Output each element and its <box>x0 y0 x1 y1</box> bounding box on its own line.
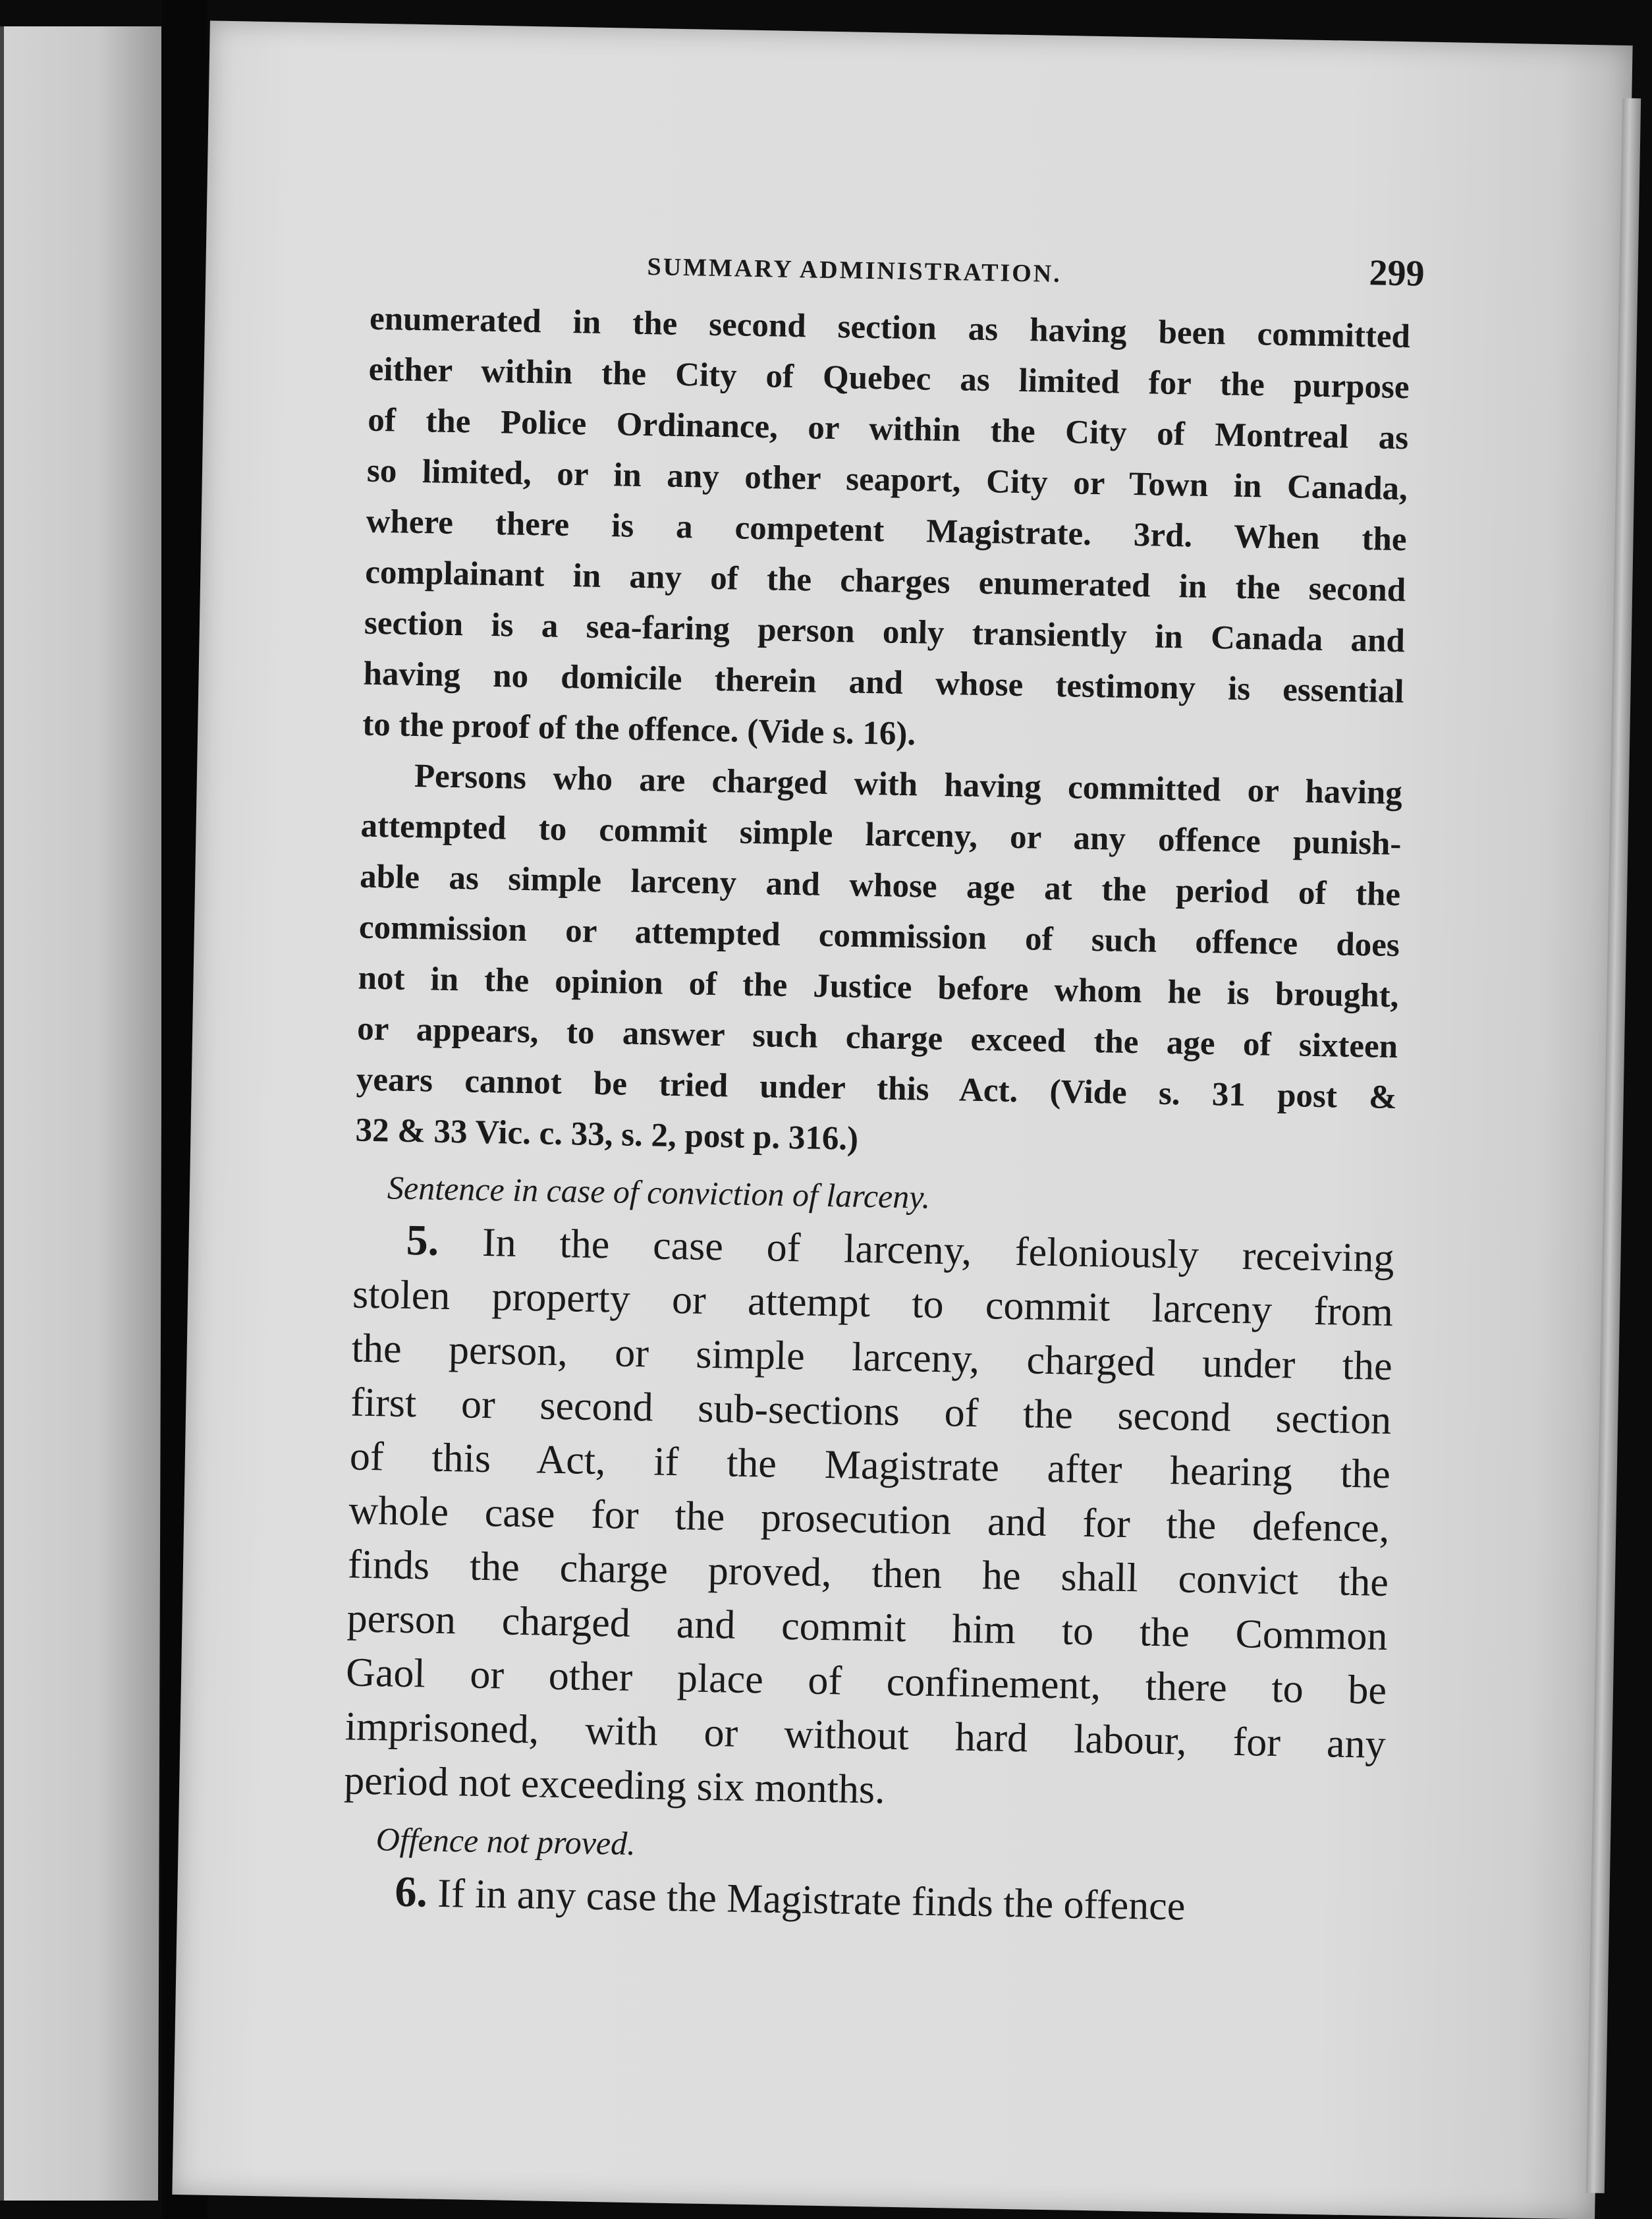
text-line: having no domicile therein and whose testimony is essential <box>363 655 1404 711</box>
text-line: whole case for the prosecution and for the defence, <box>348 1488 1390 1551</box>
text-line: where there is a competent Magistrate. 3rd. When the <box>366 503 1407 559</box>
paragraph-persons <box>355 750 1403 1174</box>
page-fore-edge <box>1586 98 1641 2193</box>
text-line: of the Police Ordinance, or within the City of Montreal as <box>367 401 1409 457</box>
section-number: 6. <box>394 1867 428 1917</box>
text-line: attempted to commit simple larceny, or any offence punish- <box>360 807 1402 863</box>
text-line: section is a sea-faring person only transiently in Canada and <box>364 604 1406 660</box>
marginal-note-sentence: Sentence in case of conviction of larceny. <box>387 1169 931 1216</box>
text-line: to the proof of the offence. (Vide s. 16). <box>362 706 916 753</box>
marginal-note-offence: Offence not proved. <box>375 1820 636 1863</box>
facing-page-shadow <box>0 26 40 2201</box>
text-line: enumerated in the second section as having been committed <box>369 300 1411 356</box>
text-line: stolen property or attempt to commit larceny from <box>352 1272 1394 1335</box>
text-line: complainant in any of the charges enumerated in the second <box>364 553 1406 609</box>
text-line: finds the charge proved, then he shall convict the <box>347 1542 1389 1605</box>
text-line: person charged and commit him to the Common <box>346 1596 1389 1659</box>
text-line: In the case of larceny, feloniously receiving <box>482 1220 1395 1281</box>
paragraph-continued <box>362 294 1411 768</box>
text-line: Persons who are charged with having committed or having <box>414 757 1403 812</box>
text-line: years cannot be tried under this Act. (Vide s. 31 post & <box>356 1061 1398 1117</box>
text-line: able as simple larceny and whose age at the period of the <box>359 858 1401 914</box>
page-text <box>342 235 1425 1937</box>
text-line: either within the City of Quebec as limited for the purpose <box>368 351 1410 407</box>
text-line: first or second sub-sections of the second section <box>350 1380 1392 1444</box>
page-number: 299 <box>1369 252 1425 295</box>
text-line: commission or attempted commission of such offence does <box>358 909 1400 965</box>
running-title: SUMMARY ADMINISTRATION. <box>647 253 1062 289</box>
text-line: of this Act, if the Magistrate after hearing the <box>349 1434 1391 1498</box>
text-line: Gaol or other place of confinement, there to be <box>345 1650 1387 1713</box>
text-line: period not exceeding six months. <box>343 1758 886 1812</box>
section-number: 5. <box>406 1216 439 1265</box>
text-line: 32 & 33 Vic. c. 33, s. 2, post p. 316.) <box>355 1111 859 1158</box>
text-line: imprisoned, with or without hard labour, for any <box>344 1704 1387 1767</box>
section-5 <box>344 1212 1395 1825</box>
facing-page-edge <box>0 26 165 2201</box>
text-line: so limited, or in any other seaport, City or Town in Canada, <box>366 452 1408 508</box>
text-line: If in any case the Magistrate finds the offence <box>437 1870 1186 1929</box>
text-line: or appears, to answer such charge exceed the age of sixteen <box>356 1010 1398 1066</box>
text-line: the person, or simple larceny, charged under the <box>351 1326 1393 1390</box>
book-page <box>172 20 1632 2219</box>
text-line: not in the opinion of the Justice before whom he is brought, <box>358 959 1399 1015</box>
